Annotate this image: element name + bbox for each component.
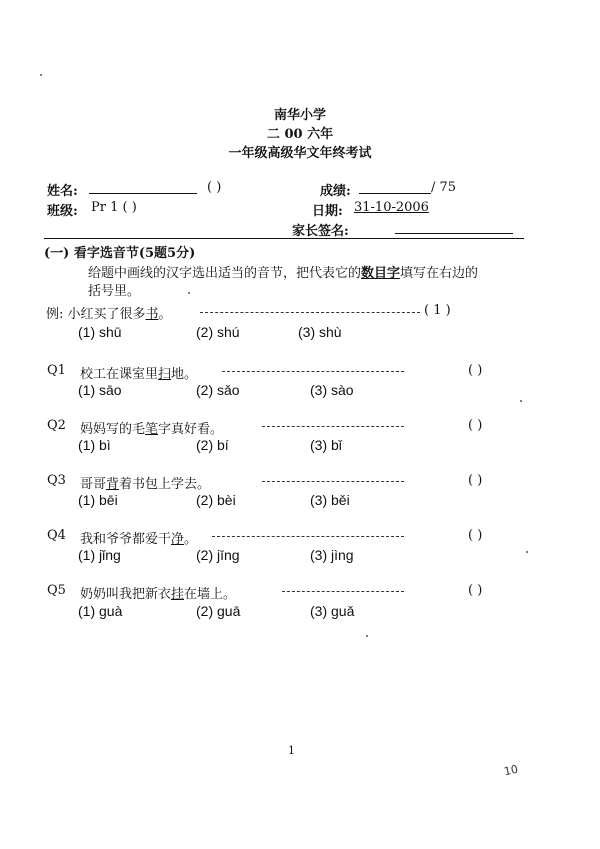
leader-line <box>282 591 404 592</box>
sentence-part: 地。 <box>171 367 198 382</box>
example-prefix: 例: 小红买了很多 <box>46 307 146 322</box>
instruction-emphasis: 数目字 <box>361 266 401 281</box>
name-field[interactable] <box>89 181 197 194</box>
school-name: 南华小学 <box>273 108 326 123</box>
option-2: (2) jīng <box>196 547 240 563</box>
date-value: 31-10-2006 <box>354 200 429 215</box>
example-answer: ( 1 ) <box>424 303 451 318</box>
scan-speck <box>366 635 368 637</box>
option-3: (3) guǎ <box>310 603 355 619</box>
sentence-part: 字真好看。 <box>158 422 224 437</box>
underlined-char: 净 <box>171 532 185 547</box>
example-suffix: 。 <box>158 307 172 322</box>
option-2: (2) bí <box>196 437 229 453</box>
option-1: (1) jǐng <box>78 547 121 563</box>
underlined-char: 挂 <box>171 587 185 602</box>
sentence-part: 我和爷爷都爱干 <box>80 532 172 547</box>
sentence-part: 着书包上学去。 <box>119 477 211 492</box>
section-title: (一) 看字选音节(5题5分) <box>44 246 196 261</box>
section-divider <box>44 238 524 239</box>
example-sentence <box>46 303 172 322</box>
question-sentence <box>80 583 236 602</box>
score-label: 成绩: <box>320 184 351 199</box>
name-paren: ( ) <box>207 180 222 195</box>
answer-bracket[interactable]: ( ) <box>468 418 483 433</box>
score-field[interactable] <box>359 181 431 194</box>
question-number: Q5 <box>47 583 66 598</box>
answer-bracket[interactable]: ( ) <box>468 583 483 598</box>
example-option-1: (1) shū <box>78 324 122 340</box>
instruction-text-a: 给题中画线的汉字选出适当的音节，把代表它的 <box>88 266 362 281</box>
leader-line <box>222 371 404 372</box>
question-sentence <box>80 363 197 382</box>
answer-bracket[interactable]: ( ) <box>468 473 483 488</box>
sentence-part: 。 <box>184 532 198 547</box>
leader-line <box>262 426 404 427</box>
leader-line <box>212 536 404 537</box>
answer-bracket[interactable]: ( ) <box>468 363 483 378</box>
exam-title: 一年级高级华文年终考试 <box>228 146 372 161</box>
question-number: Q2 <box>47 418 66 433</box>
sentence-part: 在墙上。 <box>184 587 237 602</box>
date-label: 日期: <box>312 204 343 219</box>
scan-speck <box>188 292 190 294</box>
sentence-part: 哥哥 <box>80 477 107 492</box>
scan-speck <box>520 400 522 402</box>
parent-signature-field[interactable] <box>395 221 513 234</box>
question-sentence <box>80 418 223 437</box>
example-option-2: (2) shú <box>196 324 240 340</box>
option-1: (1) bēi <box>78 492 118 508</box>
question-number: Q1 <box>47 363 66 378</box>
corner-mark: 10 <box>502 762 520 779</box>
option-3: (3) jìng <box>310 547 354 563</box>
underlined-char: 背 <box>106 477 120 492</box>
sentence-part: 妈妈写的毛 <box>80 422 146 437</box>
instruction-text-b: 填写在右边的 <box>400 266 479 281</box>
example-underlined-char: 书 <box>145 307 159 322</box>
underlined-char: 笔 <box>145 422 159 437</box>
page-number: 1 <box>288 744 295 757</box>
option-1: (1) guà <box>78 603 123 619</box>
leader-line <box>262 481 404 482</box>
scan-speck <box>526 551 528 553</box>
underlined-char: 扫 <box>158 367 172 382</box>
question-number: Q3 <box>47 473 66 488</box>
option-1: (1) bì <box>78 437 111 453</box>
exam-year: 二 00 六年 <box>266 127 334 142</box>
parent-signature-label: 家长签名: <box>292 224 349 239</box>
answer-bracket[interactable]: ( ) <box>468 528 483 543</box>
question-sentence <box>80 473 210 492</box>
class-label: 班级: <box>47 204 78 219</box>
option-2: (2) sǎo <box>196 382 240 398</box>
sentence-part: 奶奶叫我把新衣 <box>80 587 172 602</box>
score-total: / 75 <box>431 180 457 195</box>
option-3: (3) sào <box>310 382 354 398</box>
option-2: (2) bèi <box>196 492 236 508</box>
option-3: (3) běi <box>310 492 350 508</box>
question-number: Q4 <box>47 528 66 543</box>
scan-speck <box>40 74 42 76</box>
instruction-line-2: 括号里。 <box>88 284 141 299</box>
option-1: (1) sāo <box>78 382 122 398</box>
example-leader-line <box>200 312 420 313</box>
sentence-part: 校工在课室里 <box>80 367 159 382</box>
instruction-line-1 <box>88 262 478 281</box>
option-3: (3) bǐ <box>310 437 342 453</box>
option-2: (2) guā <box>196 603 241 619</box>
class-value: Pr 1 ( ) <box>91 200 137 215</box>
example-option-3: (3) shù <box>298 324 342 340</box>
name-label: 姓名: <box>47 184 78 199</box>
question-sentence <box>80 528 197 547</box>
